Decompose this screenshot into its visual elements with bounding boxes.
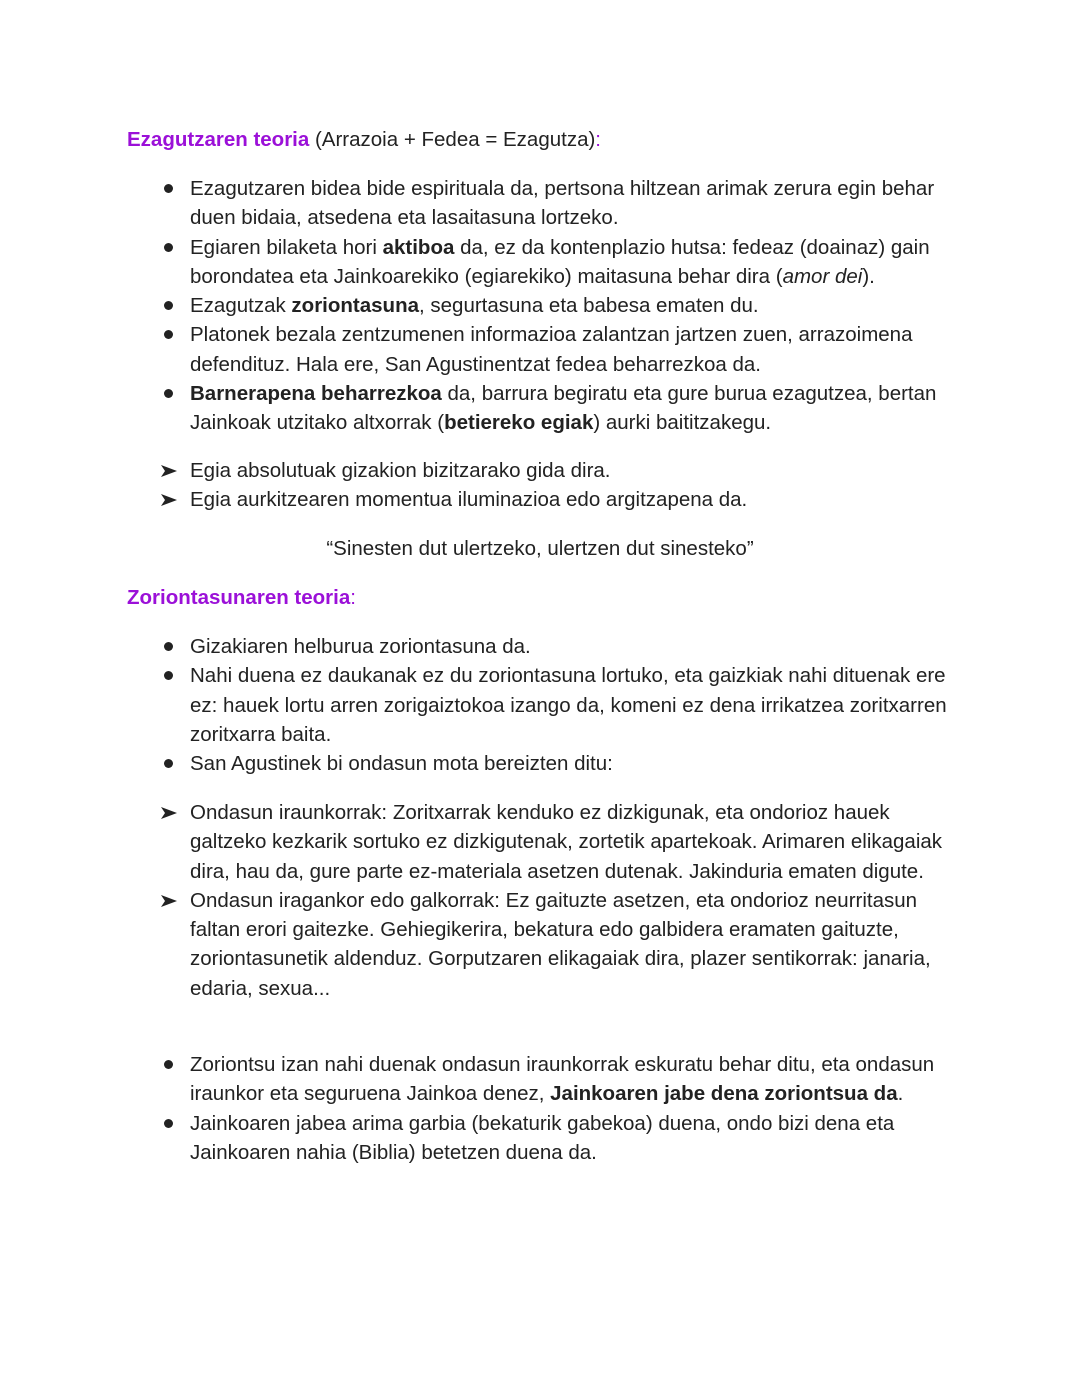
list-item: Egiaren bilaketa hori aktiboa da, ez da kontenplazio hutsa: fedeaz (doainaz) gain borondatea eta Jainkoarekiko (egiarekiko) maitasuna behar dira (amor dei).	[190, 235, 930, 288]
section-heading-zoriontasuna	[127, 583, 356, 612]
list-item: Nahi duena ez daukanak ez du zoriontasuna lortuko, eta gaizkiak nahi dituenak ere ez: hauek lortu arren zorigaiztokoa izango da, komeni ez dena irrikatzea zoritxarren zoritxarra baita.	[190, 664, 947, 746]
list-item: Ezagutzak zoriontasuna, segurtasuna eta babesa ematen du.	[190, 294, 759, 318]
list-item: Barnerapena beharrezkoa da, barrura begiratu eta gure burua ezagutzea, bertan Jainkoak utzitako altxorrak (betiereko egiak) aurki baititzakegu.	[190, 382, 937, 435]
list-item: Gizakiaren helburua zoriontasuna da.	[190, 635, 531, 658]
arrow-list	[0, 456, 960, 515]
list-item: Ezagutzaren bidea bide espirituala da, pertsona hiltzean arimak zerura egin behar duen bidaia, atsedena eta lasaitasuna lortzeko.	[190, 177, 935, 230]
list-item: Egia aurkitzearen momentua iluminazioa edo argitzapena da.	[0, 485, 960, 514]
section-title: Zoriontasunaren teoria	[127, 586, 351, 609]
heading-colon: :	[350, 586, 356, 609]
bullet-list	[0, 632, 960, 778]
bullet-list	[0, 1050, 960, 1167]
list-item: Egia absolutuak gizakion bizitzarako gida dira.	[0, 456, 960, 485]
list-item: Ondasun iragankor edo galkorrak: Ez gaituzte asetzen, eta ondorioz neurritasun faltan erori gaitezke. Gehiegikerira, bekatura edo galbidera eramaten gaituzte, zoriontasunetik aldenduz. Gorputzaren elikagaiak dira, plazer sentikorrak: janaria, edaria, sexua...	[0, 886, 960, 1003]
quote: “Sinesten dut ulertzeko, ulertzen dut sinesteko”	[326, 537, 754, 560]
list-item: Jainkoaren jabea arima garbia (bekaturik gabekoa) duena, ondo bizi dena eta Jainkoaren nahia (Biblia) betetzen duena da.	[190, 1111, 895, 1164]
list-item: Ondasun iraunkorrak: Zoritxarrak kenduko ez dizkigunak, eta ondorioz hauek galtzeko kezkarik sortuko ez dizkigutenak, zortetik apartekoak. Arimaren elikagaiak dira, hau da, gure parte ez-materiala asetzen dutenak. Jakinduria ematen digute.	[0, 798, 960, 886]
section-title: Ezagutzaren teoria	[127, 128, 310, 151]
list-item: Platonek bezala zentzumenen informazioa zalantzan jartzen zuen, arrazoimena defendituz. Hala ere, San Agustinentzat fedea beharrezkoa da.	[190, 323, 913, 376]
section-heading-ezagutza	[127, 125, 601, 154]
list-item: Zoriontsu izan nahi duenak ondasun iraunkorrak eskuratu behar ditu, eta ondasun iraunkor eta seguruena Jainkoa denez, Jainkoaren jabe dena zoriontsua da.	[190, 1053, 935, 1106]
bullet-list	[0, 174, 960, 438]
section-subtitle: (Arrazoia + Fedea = Ezagutza)	[309, 128, 596, 151]
arrow-list	[0, 798, 960, 1003]
heading-colon: :	[595, 128, 601, 151]
list-item: San Agustinek bi ondasun mota bereizten ditu:	[190, 752, 613, 776]
